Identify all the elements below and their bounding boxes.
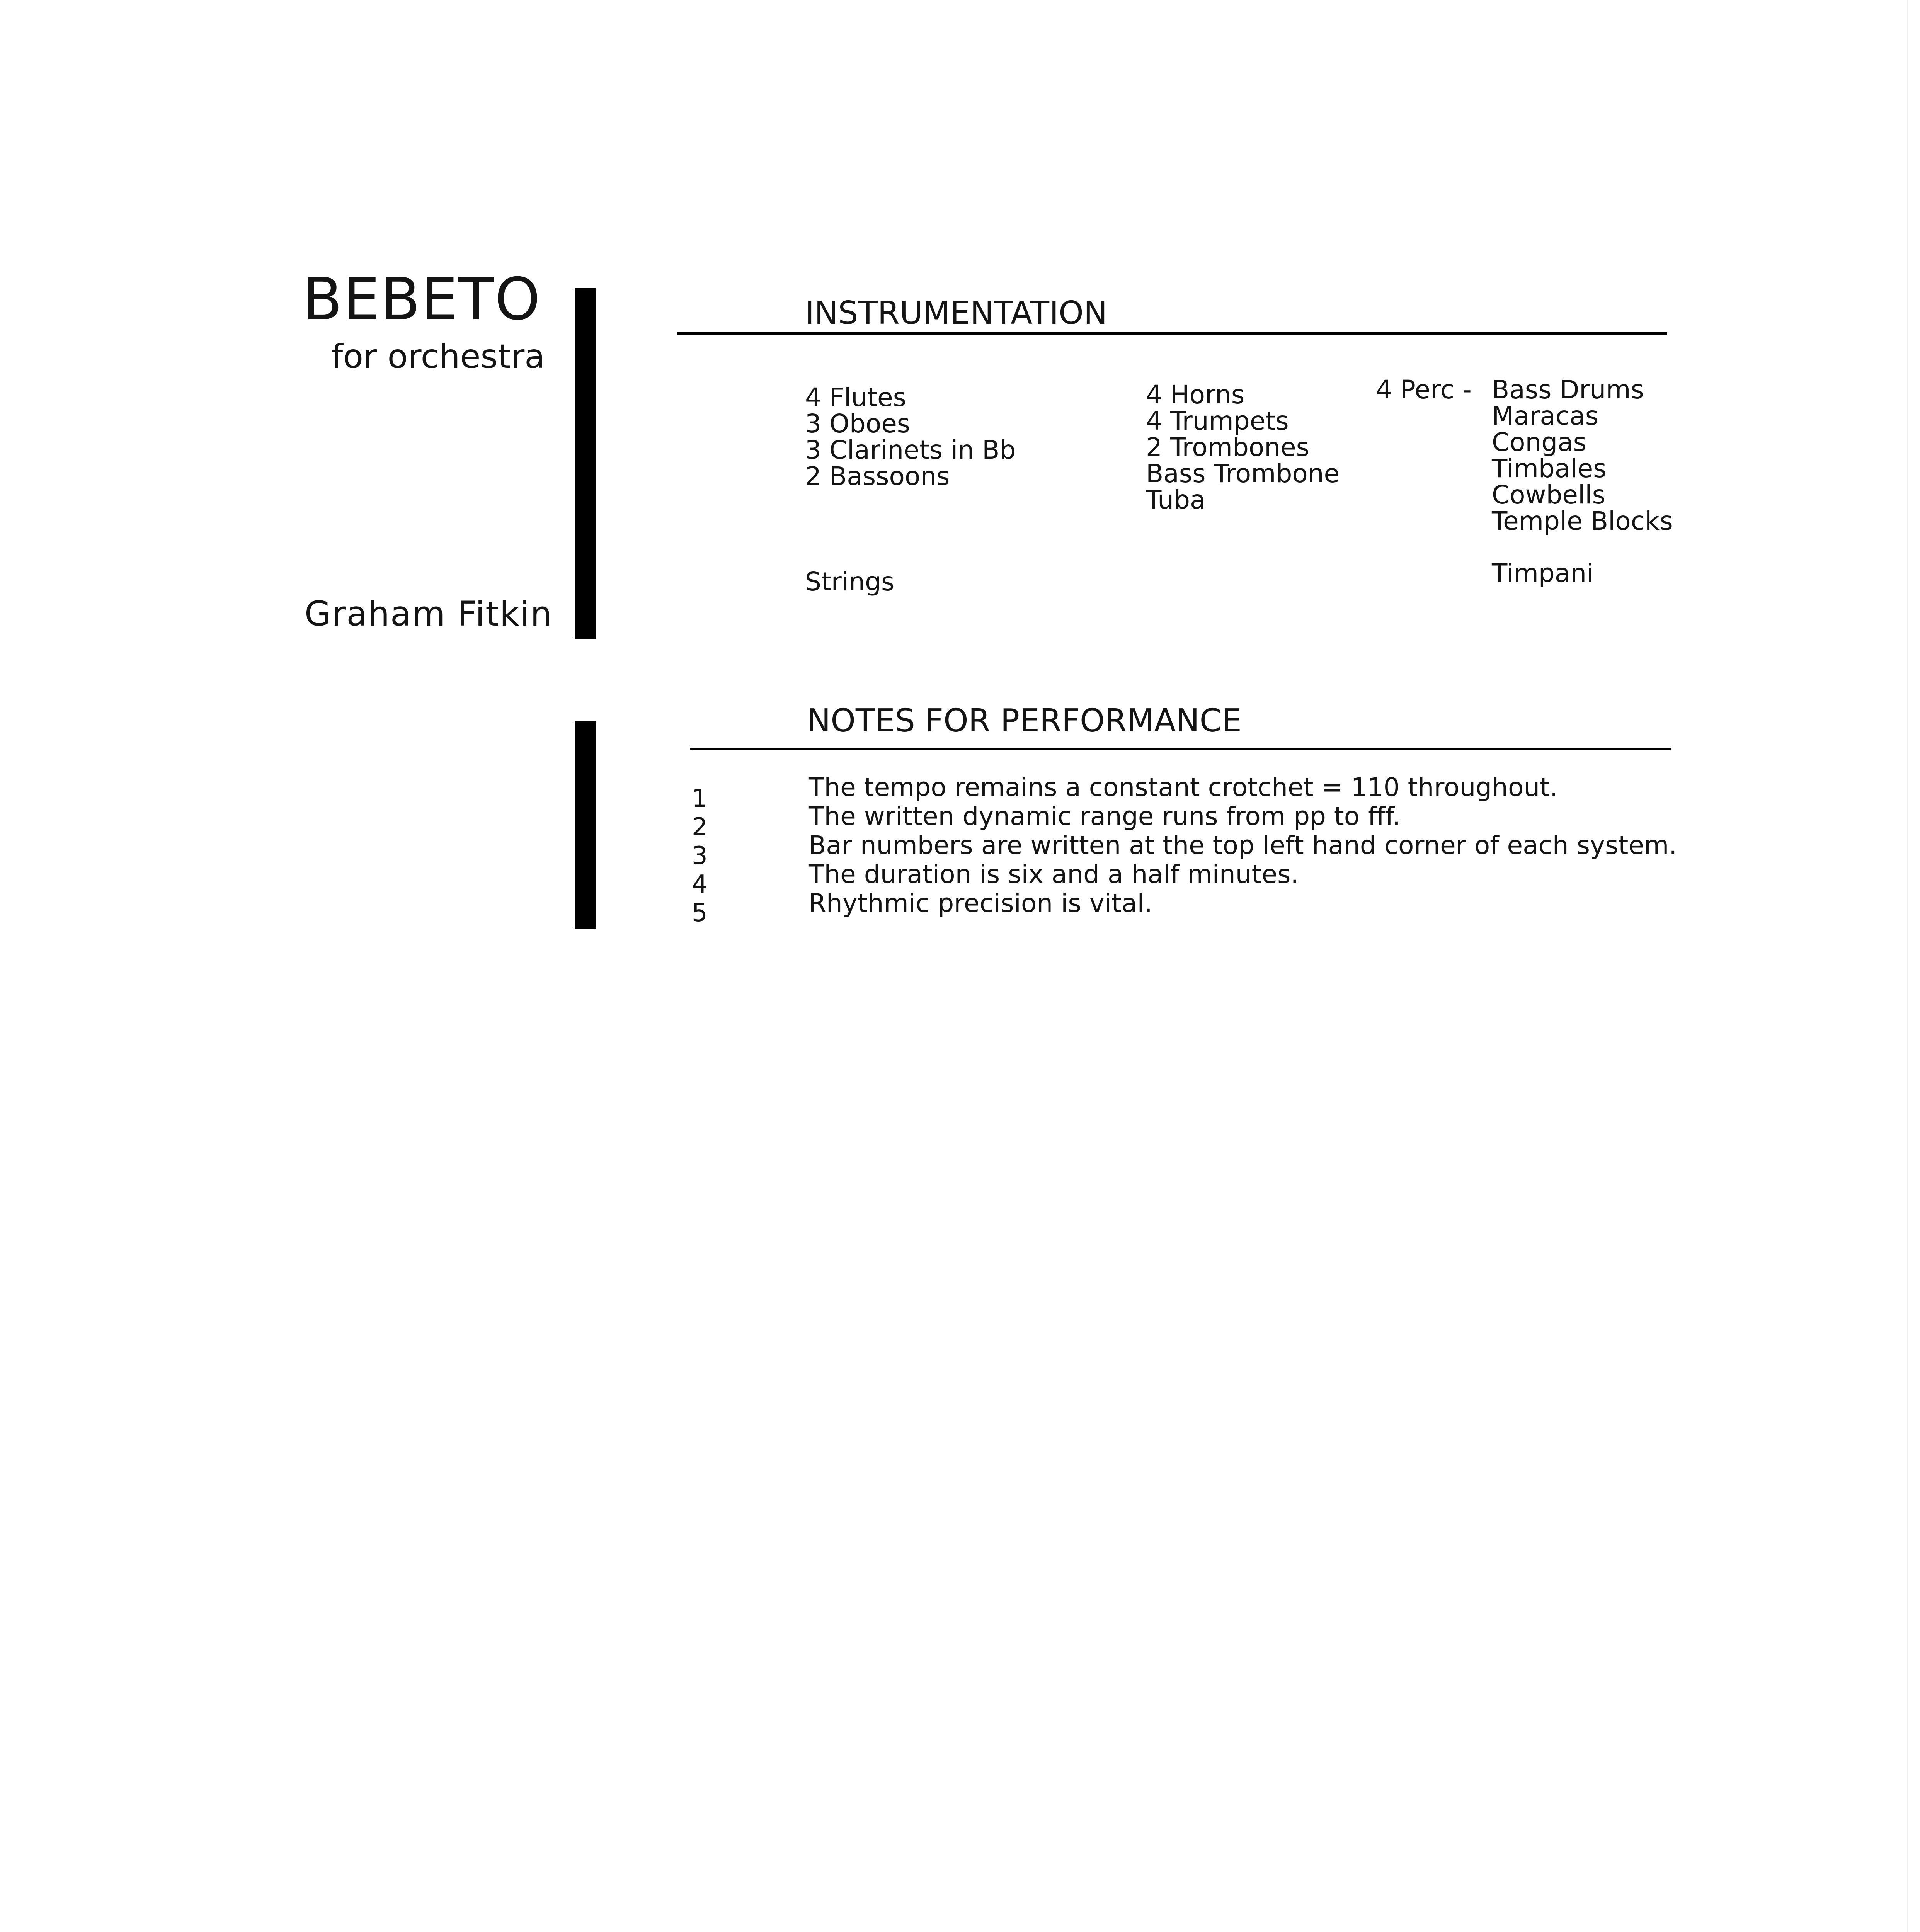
percussion-list [1492, 377, 1673, 534]
performance-notes-heading: NOTES FOR PERFORMANCE [807, 702, 1242, 739]
note-text: Rhythmic precision is vital. [809, 888, 1152, 918]
note-texts [809, 773, 1677, 918]
brass-item: 2 Trombones [1146, 432, 1310, 462]
percussion-item: Timbales [1492, 454, 1607, 483]
brass-item: 4 Trumpets [1146, 406, 1289, 436]
woodwinds-list [805, 384, 1016, 490]
note-number: 3 [692, 842, 708, 870]
woodwind-item: 3 Clarinets in Bb [805, 435, 1016, 465]
note-number: 1 [692, 784, 708, 813]
note-text: The tempo remains a constant crotchet = 110 throughout. [809, 772, 1558, 802]
page-edge [1907, 0, 1908, 1932]
woodwind-item: 2 Bassoons [805, 461, 950, 491]
note-text: The duration is six and a half minutes. [809, 859, 1299, 889]
note-text: Bar numbers are written at the top left hand corner of each system. [809, 830, 1677, 860]
note-text: The written dynamic range runs from pp to fff. [809, 801, 1401, 831]
note-number: 4 [692, 870, 708, 899]
percussion-item: Cowbells [1492, 480, 1606, 510]
brass-item: Bass Trombone [1146, 459, 1340, 488]
work-title: BEBETO [302, 266, 541, 333]
brass-item: Tuba [1146, 485, 1206, 515]
performance-notes-rule [690, 748, 1671, 750]
note-numbers [692, 784, 708, 927]
note-number: 2 [692, 813, 708, 842]
notes-bar [575, 721, 596, 929]
instrumentation-rule [677, 332, 1667, 335]
percussion-item: Maracas [1492, 401, 1599, 431]
brass-list [1146, 382, 1340, 513]
strings-label: Strings [805, 567, 895, 597]
percussion-item: Temple Blocks [1492, 506, 1673, 536]
composer-name: Graham Fitkin [304, 594, 553, 634]
brass-item: 4 Horns [1146, 380, 1245, 410]
work-subtitle: for orchestra [331, 337, 545, 376]
timpani-label: Timpani [1492, 558, 1594, 588]
woodwind-item: 4 Flutes [805, 383, 906, 412]
title-bar [575, 288, 596, 639]
percussion-item: Bass Drums [1492, 375, 1644, 405]
percussion-item: Congas [1492, 427, 1587, 457]
percussion-label: 4 Perc - [1376, 375, 1472, 405]
note-number: 5 [692, 899, 708, 927]
instrumentation-heading: INSTRUMENTATION [805, 295, 1108, 332]
woodwind-item: 3 Oboes [805, 409, 911, 439]
